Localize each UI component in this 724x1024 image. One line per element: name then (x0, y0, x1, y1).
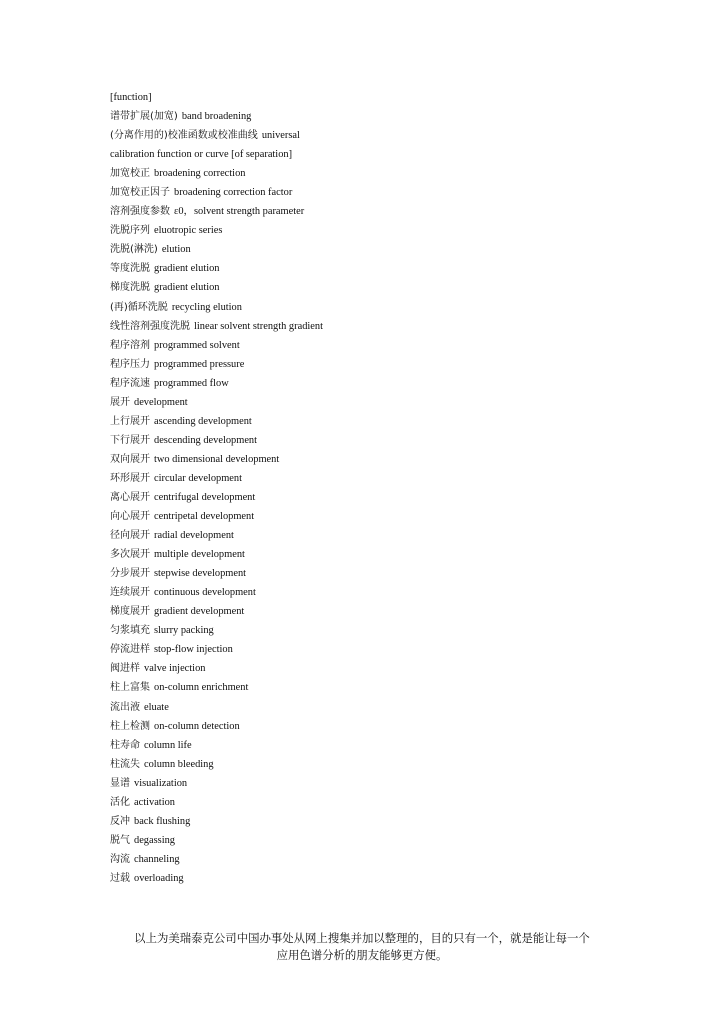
term-english: activation (134, 796, 175, 808)
term-chinese: 梯度展开 (110, 606, 150, 618)
term-english: stepwise development (154, 568, 247, 580)
glossary-entry (110, 164, 630, 183)
glossary-entry (110, 526, 630, 545)
glossary-entry (110, 717, 630, 736)
glossary-entry (110, 107, 630, 126)
term-chinese: 程序压力 (110, 358, 150, 370)
term-english: ascending development (154, 415, 252, 427)
term-chinese: 离心展开 (110, 491, 150, 503)
term-english: overloading (134, 872, 184, 884)
term-english: degassing (134, 834, 175, 846)
term-chinese: 径向展开 (110, 530, 150, 542)
term-chinese: 环形展开 (110, 472, 150, 484)
glossary-entry (110, 298, 630, 317)
glossary-entry (110, 183, 630, 202)
term-chinese: 双向展开 (110, 453, 150, 465)
term-chinese: 程序流速 (110, 377, 150, 389)
term-chinese: 梯度洗脱 (110, 282, 150, 294)
glossary-entry (110, 240, 630, 259)
term-chinese: 柱流失 (110, 758, 140, 770)
term-english: eluate (144, 701, 169, 713)
term-chinese: 阀进样 (110, 663, 140, 675)
term-chinese: 连续展开 (110, 587, 150, 599)
term-chinese: 分步展开 (110, 568, 150, 580)
glossary-entry (110, 374, 630, 393)
term-english: gradient elution (154, 282, 220, 294)
term-chinese: 多次展开 (110, 549, 150, 561)
term-chinese: 匀浆填充 (110, 625, 150, 637)
glossary-entry (110, 126, 630, 145)
term-english: slurry packing (154, 625, 214, 637)
term-chinese: (再)循环洗脱 (110, 301, 168, 313)
term-english: eluotropic series (154, 225, 223, 237)
term-english: centripetal development (154, 511, 255, 523)
term-chinese: (分离作用的)校准函数或校准曲线 (110, 130, 258, 142)
term-english: [function] (110, 92, 152, 103)
glossary-entry (110, 278, 630, 297)
term-english: radial development (154, 530, 234, 542)
glossary-entry (110, 412, 630, 431)
term-english: on-column detection (154, 720, 240, 732)
glossary-entry (110, 221, 630, 240)
glossary-entry (110, 869, 630, 888)
term-chinese: 活化 (110, 796, 130, 808)
term-english: stop-flow injection (154, 644, 233, 656)
term-chinese: 沟流 (110, 853, 130, 865)
term-english: two dimensional development (154, 453, 280, 465)
term-chinese: 停流进样 (110, 644, 150, 656)
term-chinese: 柱上富集 (110, 682, 150, 694)
term-chinese: 柱寿命 (110, 739, 140, 751)
glossary-entry (110, 469, 630, 488)
term-chinese: 展开 (110, 396, 130, 408)
glossary-entry (110, 488, 630, 507)
glossary-entry (110, 450, 630, 469)
term-english: valve injection (144, 663, 206, 675)
glossary-entry (110, 678, 630, 697)
term-english: channeling (134, 853, 180, 865)
term-english: back flushing (134, 815, 191, 827)
term-chinese: 溶剂强度参数 (110, 206, 170, 218)
glossary-entry (110, 202, 630, 221)
term-chinese: 等度洗脱 (110, 263, 150, 275)
term-english: calibration function or curve [of separation] (110, 149, 293, 161)
term-chinese: 下行展开 (110, 434, 150, 446)
term-english: broadening correction (154, 168, 246, 180)
term-english: column life (144, 739, 192, 751)
term-english: column bleeding (144, 758, 214, 770)
term-english: multiple development (154, 549, 245, 561)
term-chinese: 显谱 (110, 777, 130, 789)
glossary-entry (110, 850, 630, 869)
term-chinese: 脱气 (110, 834, 130, 846)
glossary-entry (110, 507, 630, 526)
term-chinese: 反冲 (110, 815, 130, 827)
footer-note (0, 930, 724, 964)
glossary-entry (110, 831, 630, 850)
glossary-entry (110, 583, 630, 602)
term-english: band broadening (181, 111, 252, 123)
term-english: circular development (154, 472, 242, 484)
footer-line-1: 以上为美瑞泰克公司中国办事处从网上搜集并加以整理的，目的只有一个，就是能让每一个 (134, 931, 590, 945)
term-english: linear solvent strength gradient (194, 320, 323, 332)
footer-line-2: 应用色谱分析的朋友能够更方便。 (276, 948, 448, 962)
term-english: recycling elution (171, 301, 242, 313)
term-chinese: 程序溶剂 (110, 339, 150, 351)
term-english: programmed solvent (154, 339, 240, 351)
glossary-entry (110, 698, 630, 717)
term-english: continuous development (154, 587, 256, 599)
term-english: ε0，solvent strength parameter (174, 206, 305, 218)
glossary-entry (110, 355, 630, 374)
term-english: descending development (154, 434, 258, 446)
term-english: programmed pressure (154, 358, 245, 370)
term-english: gradient elution (154, 263, 220, 275)
glossary-list (110, 88, 630, 888)
term-english: broadening correction factor (174, 187, 293, 199)
glossary-entry (110, 755, 630, 774)
term-english: universal (261, 130, 300, 142)
glossary-entry (110, 145, 630, 164)
glossary-entry (110, 393, 630, 412)
glossary-entry (110, 545, 630, 564)
term-chinese: 谱带扩展(加宽) (110, 111, 178, 123)
term-chinese: 柱上检测 (110, 720, 150, 732)
term-chinese: 洗脱(淋洗) (110, 244, 158, 256)
glossary-entry (110, 431, 630, 450)
term-chinese: 加宽校正 (110, 168, 150, 180)
glossary-entry (110, 793, 630, 812)
term-chinese: 流出液 (110, 701, 140, 713)
glossary-entry (110, 564, 630, 583)
glossary-entry (110, 317, 630, 336)
term-chinese: 上行展开 (110, 415, 150, 427)
glossary-entry (110, 88, 630, 107)
term-chinese: 过载 (110, 872, 130, 884)
glossary-entry (110, 640, 630, 659)
glossary-entry (110, 736, 630, 755)
term-english: visualization (134, 777, 188, 789)
term-chinese: 加宽校正因子 (110, 187, 170, 199)
term-english: centrifugal development (154, 491, 256, 503)
term-chinese: 洗脱序列 (110, 225, 150, 237)
term-english: elution (161, 244, 191, 256)
glossary-entry (110, 774, 630, 793)
glossary-entry (110, 336, 630, 355)
glossary-entry (110, 259, 630, 278)
term-english: programmed flow (154, 377, 229, 389)
term-english: on-column enrichment (154, 682, 249, 694)
glossary-entry (110, 621, 630, 640)
term-english: development (134, 396, 188, 408)
glossary-entry (110, 659, 630, 678)
term-english: gradient development (154, 606, 245, 618)
term-chinese: 向心展开 (110, 511, 150, 523)
glossary-entry (110, 602, 630, 621)
glossary-entry (110, 812, 630, 831)
term-chinese: 线性溶剂强度洗脱 (110, 320, 190, 332)
